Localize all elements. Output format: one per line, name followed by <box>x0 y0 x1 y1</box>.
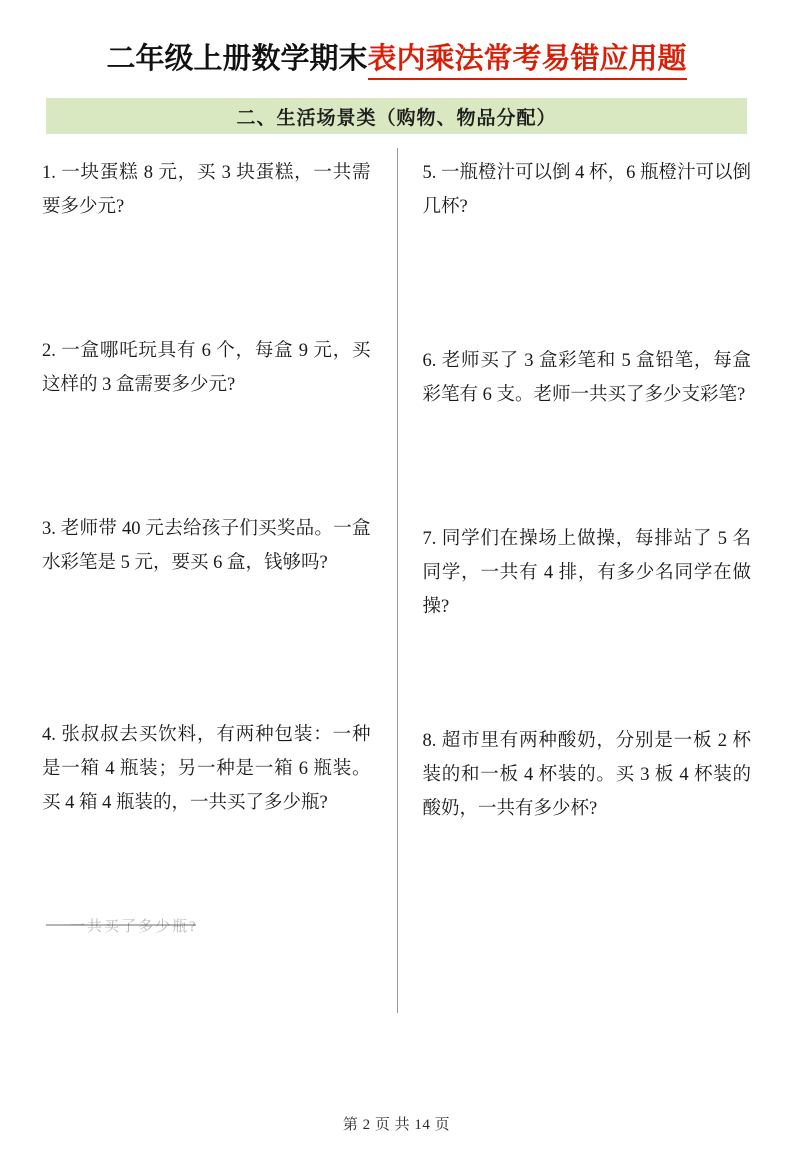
column-divider <box>397 148 398 1013</box>
faded-overwrite-text: 一共买了多少瓶? <box>70 919 198 935</box>
question-item: 3. 老师带 40 元去给孩子们买奖品。一盒水彩笔是 5 元，要买 6 盒，钱够吗? <box>42 519 371 573</box>
section-heading-label: 二、生活场景类（购物、物品分配） <box>236 107 557 129</box>
questions-columns <box>42 148 751 1048</box>
question-item: 7. 同学们在操场上做操，每排站了 5 名同学，一共有 4 排，有多少名同学在做操? <box>422 529 751 617</box>
page-title <box>42 36 751 80</box>
question-item: 6. 老师买了 3 盒彩笔和 5 盒铅笔，每盒彩笔有 6 支。老师一共买了多少支彩笔? <box>422 351 751 405</box>
page-title-red: 表内乘法常考易错应用题 <box>368 36 687 80</box>
question-item: 8. 超市里有两种酸奶，分别是一板 2 杯装的和一板 4 杯装的。买 3 板 4 杯装的酸奶，一共有多少杯? <box>422 731 751 819</box>
section-heading-banner <box>46 98 747 134</box>
questions-left-column <box>42 148 397 1048</box>
question-item: 4. 张叔叔去买饮料，有两种包装：一种是一箱 4 瓶装；另一种是一箱 6 瓶装。买 4 箱 4 瓶装的，一共买了多少瓶? <box>42 725 371 813</box>
question-item: 1. 一块蛋糕 8 元，买 3 块蛋糕，一共需要多少元? <box>42 163 371 217</box>
worksheet-page <box>0 36 793 1158</box>
question-item: 5. 一瓶橙汁可以倒 4 杯，6 瓶橙汁可以倒几杯? <box>422 163 751 217</box>
question-item: 2. 一盒哪吒玩具有 6 个，每盒 9 元，买这样的 3 盒需要多少元? <box>42 341 371 395</box>
page-title-black: 二年级上册数学期末 <box>106 43 368 75</box>
page-footer: 第 2 页 共 14 页 <box>342 1117 451 1133</box>
questions-right-column <box>397 148 752 1048</box>
